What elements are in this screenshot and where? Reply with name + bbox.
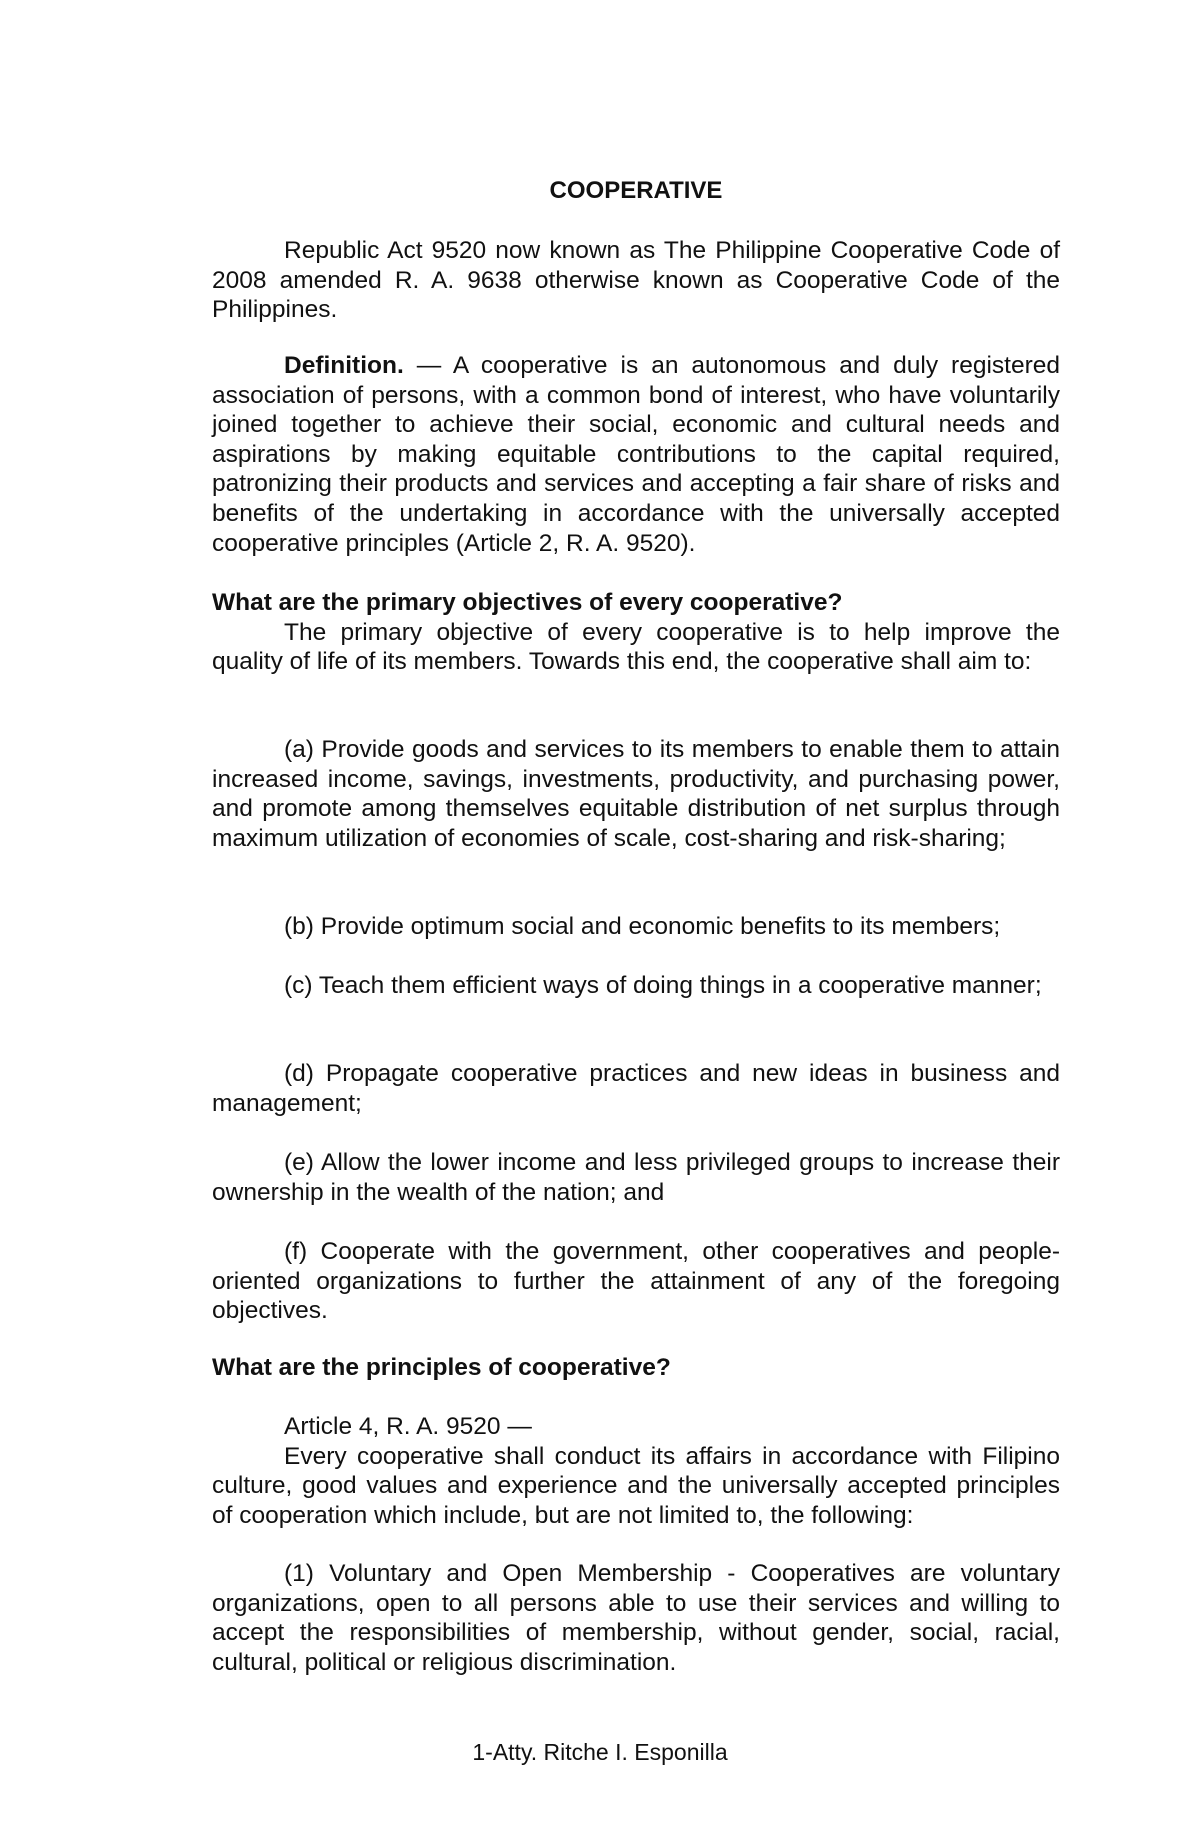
objective-text: (c) Teach them efficient ways of doing things in a cooperative manner; [284,972,1042,999]
objective-item-b [212,912,1060,942]
definition-text: — A cooperative is an autonomous and duly registered association of persons, with a common bond of interest, who have voluntarily joined together to achieve their social, economic and cultural needs and aspirations by making equitable contributions to the capital required, patronizing their products and services and accepting a fair share of risks and benefits of the undertaking in accordance with the universally accepted cooperative principles (Article 2, R. A. 9520). [212,352,1060,557]
principles-section [212,1353,1060,1383]
principles-intro: Every cooperative shall conduct its affairs in accordance with Filipino culture, good values and experience and the universally accepted principles of cooperation which include, but are not limited to, the following: [212,1442,1060,1529]
objective-text: (f) Cooperate with the government, other cooperatives and people-oriented organizations to further the attainment of any of the foregoing objectives. [212,1238,1060,1325]
definition-label: Definition. [284,352,404,379]
objective-item-c [212,971,1060,1001]
principles-article [212,1412,1060,1530]
document-title: COOPERATIVE [549,177,723,204]
objective-item-e [212,1148,1060,1207]
objective-text: (d) Propagate cooperative practices and new ideas in business and management; [212,1060,1060,1117]
definition-text-wrapper [212,351,1060,558]
objective-item-f [212,1237,1060,1326]
principle-text: (1) Voluntary and Open Membership - Cooperatives are voluntary organizations, open to all persons able to use their services and willing to accept the responsibilities of membership, without gender, social, racial, cultural, political or religious discrimination. [212,1560,1060,1676]
page-footer: 1-Atty. Ritche I. Esponilla [472,1739,728,1765]
principles-heading: What are the principles of cooperative? [212,1354,671,1381]
objectives-intro: The primary objective of every cooperative is to help improve the quality of life of its members. Towards this end, the cooperative shall aim to: [212,618,1060,676]
objectives-section [212,588,1060,677]
objective-text: (b) Provide optimum social and economic benefits to its members; [284,913,1001,940]
principles-article-ref: Article 4, R. A. 9520 — [284,1413,532,1440]
principle-item-1 [212,1559,1060,1677]
intro-paragraph [212,236,1060,325]
objective-text: (e) Allow the lower income and less privileged groups to increase their ownership in the wealth of the nation; and [212,1149,1060,1206]
intro-text: Republic Act 9520 now known as The Philippine Cooperative Code of 2008 amended R. A. 9638 otherwise known as Cooperative Code of the Philippines. [212,237,1060,324]
objectives-heading: What are the primary objectives of every cooperative? [212,589,843,616]
objective-item-a [212,735,1060,853]
objective-text: (a) Provide goods and services to its members to enable them to attain increased income, savings, investments, productivity, and purchasing power, and promote among themselves equitable distribution of net surplus through maximum utilization of economies of scale, cost-sharing and risk-sharing; [212,736,1060,852]
definition-paragraph [212,351,1060,558]
objective-item-d [212,1059,1060,1118]
